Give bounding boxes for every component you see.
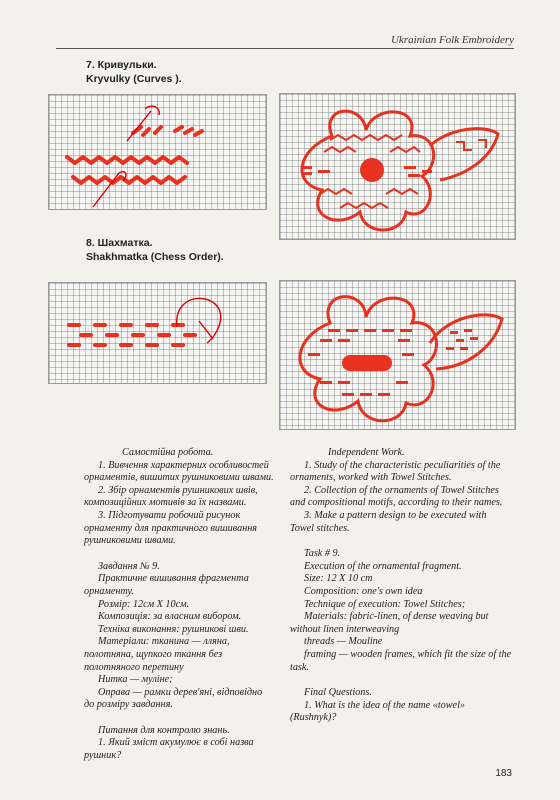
independent-work-title-ua: Самостійна робота. <box>122 447 214 458</box>
section-7-title <box>86 58 182 86</box>
section-7-title-en: Kryvulky (Curves ). <box>86 73 182 85</box>
section-8-title <box>86 236 224 264</box>
independent-item-ua-2: 2. Збір орнаментів рушникових швів, композиційних мотивів за їх назвами. <box>84 484 258 509</box>
independent-item-en-1: 1. Study of the characteristic peculiarities of the ornaments, worked with Towel Stitches. <box>290 459 501 484</box>
flower-curves-drawing <box>280 94 515 239</box>
page-number: 183 <box>495 768 512 779</box>
task-line-en-7: framing — wooden frames, which fit the size of the task. <box>290 648 512 673</box>
independent-item-ua-1: 1. Вивчення характерних особливостей орнаментів, вишитих рушниковими швами. <box>84 459 274 484</box>
task-line-ua-4: Техніка виконання: рушникові шви. <box>98 623 249 635</box>
independent-item-ua-3: 3. Підготувати робочий рисунок орнаменту для практичного вишивання рушниковими швами. <box>84 509 258 547</box>
chess-stitch-sample <box>48 282 267 384</box>
curves-stitch-sample <box>48 94 267 210</box>
flower-curves-motif <box>279 93 516 240</box>
task-line-ua-2: Розмір: 12см Х 10см. <box>98 598 190 610</box>
right-column <box>290 447 512 725</box>
questions-title-ua: Питання для контролю знань. <box>98 724 230 736</box>
header-rule <box>56 48 514 49</box>
task-line-en-4: Technique of execution: Towel Stitches; <box>304 598 466 610</box>
question-en-1: 1. What is the idea of the name «towel» (Rushnyk)? <box>290 699 465 724</box>
running-title: Ukrainian Folk Embroidery <box>390 34 514 46</box>
task-line-en-6: threads — Mouline <box>304 636 383 648</box>
task-title-en: Task # 9. <box>304 548 341 560</box>
flower-chess-drawing <box>280 281 515 429</box>
independent-item-en-3: 3. Make a pattern design to be executed with Towel stitches. <box>290 509 487 534</box>
chess-stitch-drawing <box>49 283 266 383</box>
task-line-en-2: Size: 12 X 10 cm <box>304 573 373 585</box>
curves-stitch-drawing <box>49 95 266 209</box>
task-line-ua-1: Практичне вишивання фрагмента орнаменту. <box>84 573 249 597</box>
task-title-ua: Завдання № 9. <box>98 560 160 572</box>
section-8-title-en: Shakhmatka (Chess Order). <box>86 251 224 263</box>
independent-item-en-2: 2. Collection of the ornaments of Towel Stitches and compositional motifs, according to their names. <box>290 484 503 509</box>
left-column <box>84 447 274 763</box>
task-line-en-5: Materials: fabric-linen, of dense weaving but without linen interweaving <box>290 611 489 635</box>
task-line-ua-6: Нитка — муліне; <box>98 674 173 686</box>
task-line-ua-7: Оправа — рамки дерев'яні, відповідно до розміру завдання. <box>84 686 263 711</box>
questions-title-en: Final Questions. <box>304 687 372 699</box>
task-line-en-3: Composition: one's own idea <box>304 585 423 597</box>
question-ua-1: 1. Який зміст акумулює в собі назва рушник? <box>84 737 254 762</box>
flower-chess-motif <box>279 280 516 430</box>
task-line-en-1: Execution of the ornamental fragment. <box>304 560 462 572</box>
section-7-title-ua: 7. Кривульки. <box>86 59 157 71</box>
section-8-title-ua: 8. Шахматка. <box>86 237 153 249</box>
task-line-ua-5: Матеріали: тканина — лляна, полотняна, щупкого ткання без полотняного перетину <box>84 636 230 673</box>
independent-work-title-en: Independent Work. <box>328 447 405 458</box>
task-line-ua-3: Композиція: за власним вибором. <box>98 611 242 623</box>
